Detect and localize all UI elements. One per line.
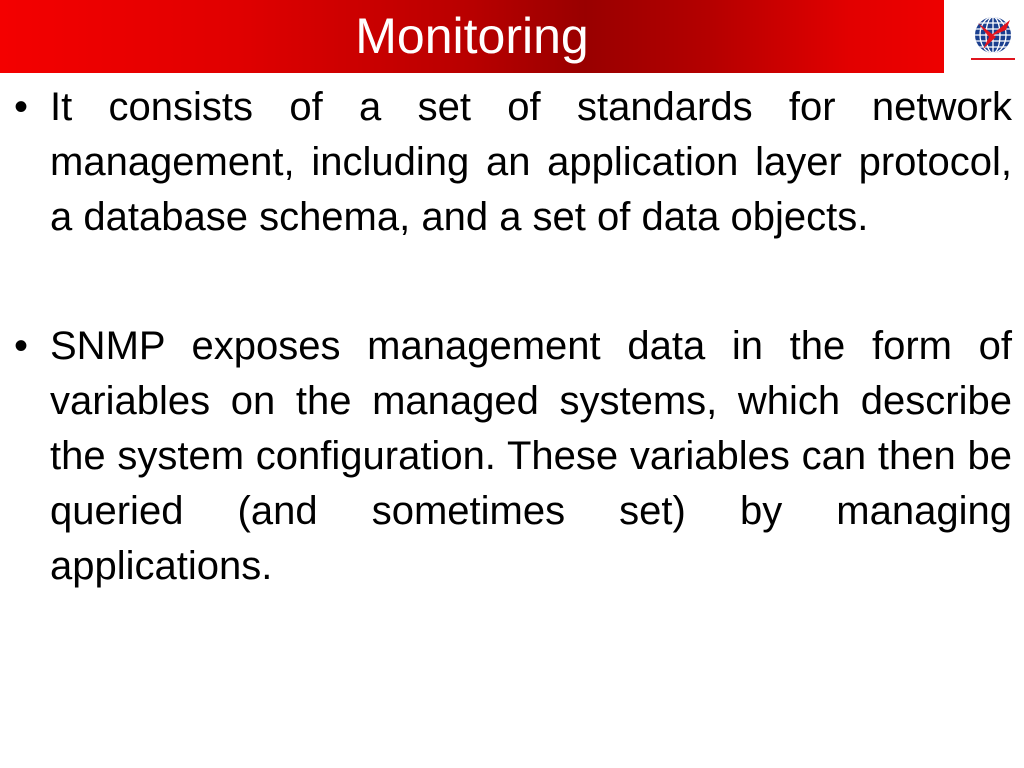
slide-title: Monitoring: [355, 8, 589, 64]
bullet-item: [0, 80, 1024, 245]
bullet-list: [0, 80, 1024, 594]
globe-arrow-logo-icon: [969, 12, 1017, 64]
bullet-marker: •: [14, 324, 29, 368]
title-bar: [0, 0, 944, 73]
bullet-text: It consists of a set of standards for network management, including an application layer protocol, a database schema, and a set of data objects.: [50, 85, 1012, 239]
bullet-item: [0, 319, 1024, 594]
bullet-text: SNMP exposes management data in the form of variables on the managed systems, which describe the system configuration. These variables can then be queried (and sometimes set) by managing applications.: [50, 324, 1012, 588]
bullet-marker: •: [14, 85, 29, 129]
